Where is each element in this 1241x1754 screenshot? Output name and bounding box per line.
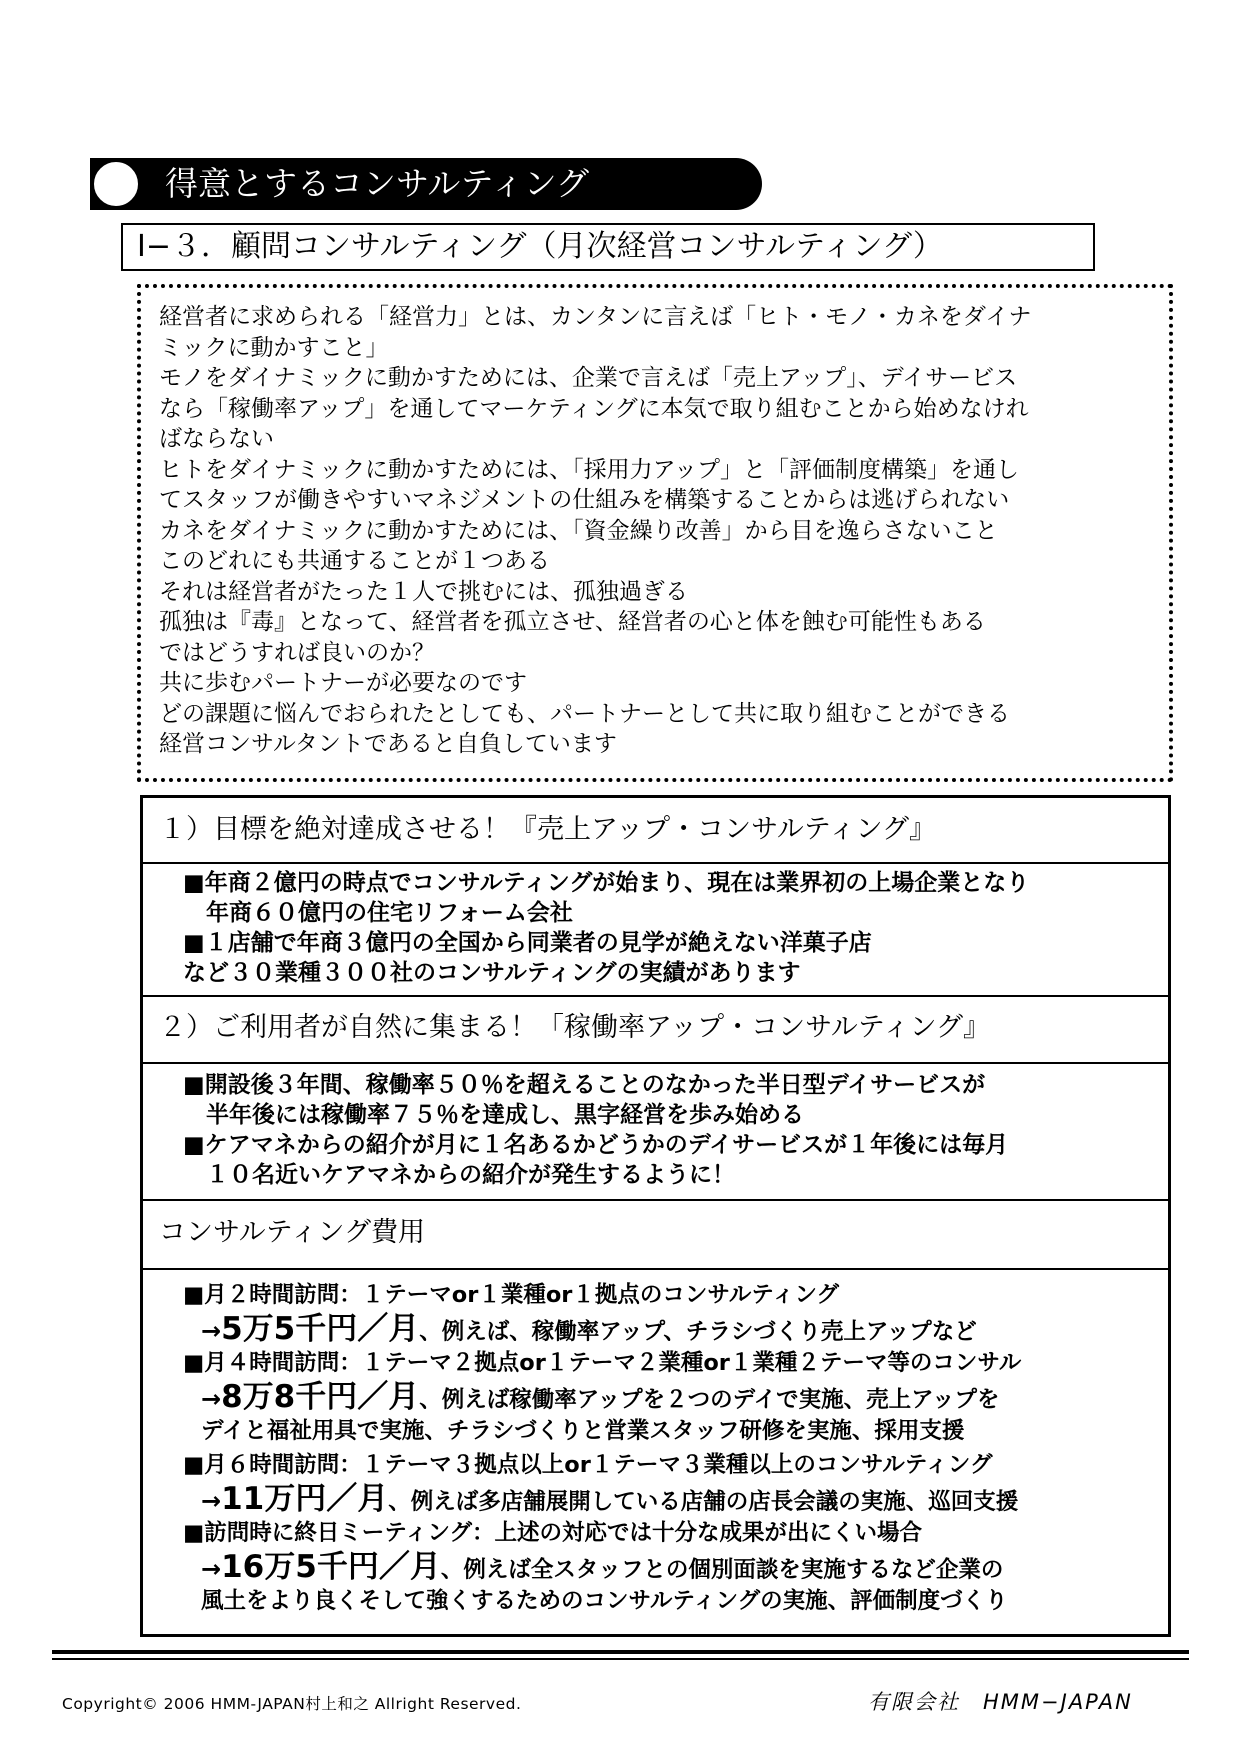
plan-desc: 、例えば、稼働率アップ、チラシづくり売上アップなど: [419, 1319, 977, 1345]
plan-price-line: [183, 1550, 1168, 1584]
arrow-icon: →: [201, 1555, 222, 1583]
copyright: Copyright© 2006 HMM-JAPAN村上和之 Allright Reserved.: [62, 1695, 522, 1713]
arrow-icon: →: [201, 1385, 222, 1413]
divider: [143, 1062, 1168, 1064]
divider: [143, 1199, 1168, 1201]
plan-title: ■月２時間訪問：１テーマor１業種or１拠点のコンサルティング: [183, 1282, 839, 1308]
divider: [143, 995, 1168, 997]
sales-line: 年商６０億円の住宅リフォーム会社: [183, 900, 573, 926]
plan-desc: 風土をより良くそして強くするためのコンサルティングの実施、評価制度づくり: [201, 1588, 1008, 1614]
sales-line: ■年商２億円の時点でコンサルティングが始まり、現在は業界初の上場企業となり: [183, 870, 1030, 896]
intro-line: ミックに動かすこと」: [159, 334, 389, 361]
intro-line: ではどうすれば良いのか？: [159, 639, 435, 666]
sales-heading: １）目標を絶対達成させる！『売上アップ・コンサルティング』: [159, 814, 937, 845]
banner-title: 得意とするコンサルティング: [165, 164, 590, 203]
occupancy-heading: ２）ご利用者が自然に集まる！「稼働率アップ・コンサルティング』: [159, 1012, 991, 1043]
footer-rule-thin: [52, 1658, 1189, 1660]
divider: [143, 1268, 1168, 1270]
intro-line: てスタッフが働きやすいマネジメントの仕組みを構築することからは逃げられない: [159, 487, 1010, 513]
plan-price-line: [183, 1380, 1168, 1414]
intro-line: モノをダイナミックに動かすためには、企業で言えば「売上アップ」、デイサービス: [159, 365, 1018, 391]
plan-desc: 、例えば全スタッフとの個別面談を実施するなど企業の: [440, 1557, 1004, 1583]
intro-line: 経営コンサルタントであると自負しています: [159, 731, 617, 757]
plan-price: 11万円／月: [221, 1481, 389, 1517]
occupancy-line: ■開設後３年間、稼働率５０％を超えることのなかった半日型デイサービスが: [183, 1072, 986, 1098]
services-table: [140, 795, 1171, 1637]
intro-line: どの課題に悩んでおられたとしても、パートナーとして共に取り組むことができる: [159, 700, 1010, 727]
plan-title: ■月６時間訪問：１テーマ３拠点以上or１テーマ３業種以上のコンサルティング: [183, 1452, 993, 1478]
sales-line: など３０業種３００社のコンサルティングの実績があります: [183, 960, 801, 986]
intro-line: ばならない: [159, 426, 274, 452]
intro-line: 孤独は『毒』となって、経営者を孤立させ、経営者の心と体を蝕む可能性もある: [159, 609, 986, 635]
plan-title: ■月４時間訪問：１テーマ２拠点or１テーマ２業種or１業種２テーマ等のコンサル: [183, 1350, 1022, 1376]
footer-rule: [52, 1650, 1189, 1654]
intro-line: なら「稼働率アップ」を通してマーケティングに本気で取り組むことから始めなけれ: [159, 395, 1029, 422]
plan-price: 5万5千円／月: [221, 1311, 420, 1347]
sales-line: ■１店舗で年商３億円の全国から同業者の見学が絶えない洋菓子店: [183, 930, 872, 956]
arrow-icon: →: [201, 1317, 222, 1345]
intro-line: 経営者に求められる「経営力」とは、カンタンに言えば「ヒト・モノ・カネをダイナ: [159, 304, 1032, 330]
intro-line: ヒトをダイナミックに動かすためには、「採用力アップ」と「評価制度構築」を通し: [159, 456, 1019, 483]
intro-line: 共に歩むパートナーが必要なのです: [159, 670, 527, 696]
intro-line: カネをダイナミックに動かすためには、「資金繰り改善」から目を逸らさないこと: [159, 517, 998, 544]
occupancy-body: [143, 1070, 1168, 1190]
plan-title: ■訪問時に終日ミーティング：上述の対応では十分な成果が出にくい場合: [183, 1520, 923, 1546]
sales-body: [143, 868, 1168, 988]
plan-price: 8万8千円／月: [221, 1379, 420, 1415]
intro-line: このどれにも共通することが１つある: [159, 548, 550, 574]
occupancy-line: ■ケアマネからの紹介が月に１名あるかどうかのデイサービスが１年後には毎月: [183, 1132, 1009, 1158]
arrow-icon: →: [201, 1487, 222, 1515]
intro-line: それは経営者がたった１人で挑むには、孤独過ぎる: [159, 578, 688, 605]
company-name: 有限会社 HMM−JAPAN: [868, 1690, 1133, 1714]
fees-body: [143, 1278, 1168, 1618]
occupancy-line: １０名近いケアマネからの紹介が発生するように！: [183, 1162, 735, 1188]
fees-heading: コンサルティング費用: [159, 1217, 425, 1248]
intro-box: [137, 284, 1173, 782]
banner-circle-icon: [90, 158, 142, 210]
plan-price-line: [183, 1312, 1168, 1346]
divider: [143, 862, 1168, 864]
plan-price: 16万5千円／月: [221, 1549, 441, 1585]
occupancy-line: 半年後には稼働率７５％を達成し、黒字経営を歩み始める: [183, 1102, 804, 1128]
plan-desc: デイと福祉用具で実施、チラシづくりと営業スタッフ研修を実施、採用支援: [201, 1418, 965, 1444]
plan-desc: 、例えば多店舗展開している店舗の店長会議の実施、巡回支援: [388, 1489, 1019, 1515]
plan-desc: 、例えば稼働率アップを２つのデイで実施、売上アップを: [419, 1387, 1000, 1413]
plan-price-line: [183, 1482, 1168, 1516]
section-title: Ⅰ−３．顧問コンサルティング（月次経営コンサルティング）: [121, 223, 1095, 271]
